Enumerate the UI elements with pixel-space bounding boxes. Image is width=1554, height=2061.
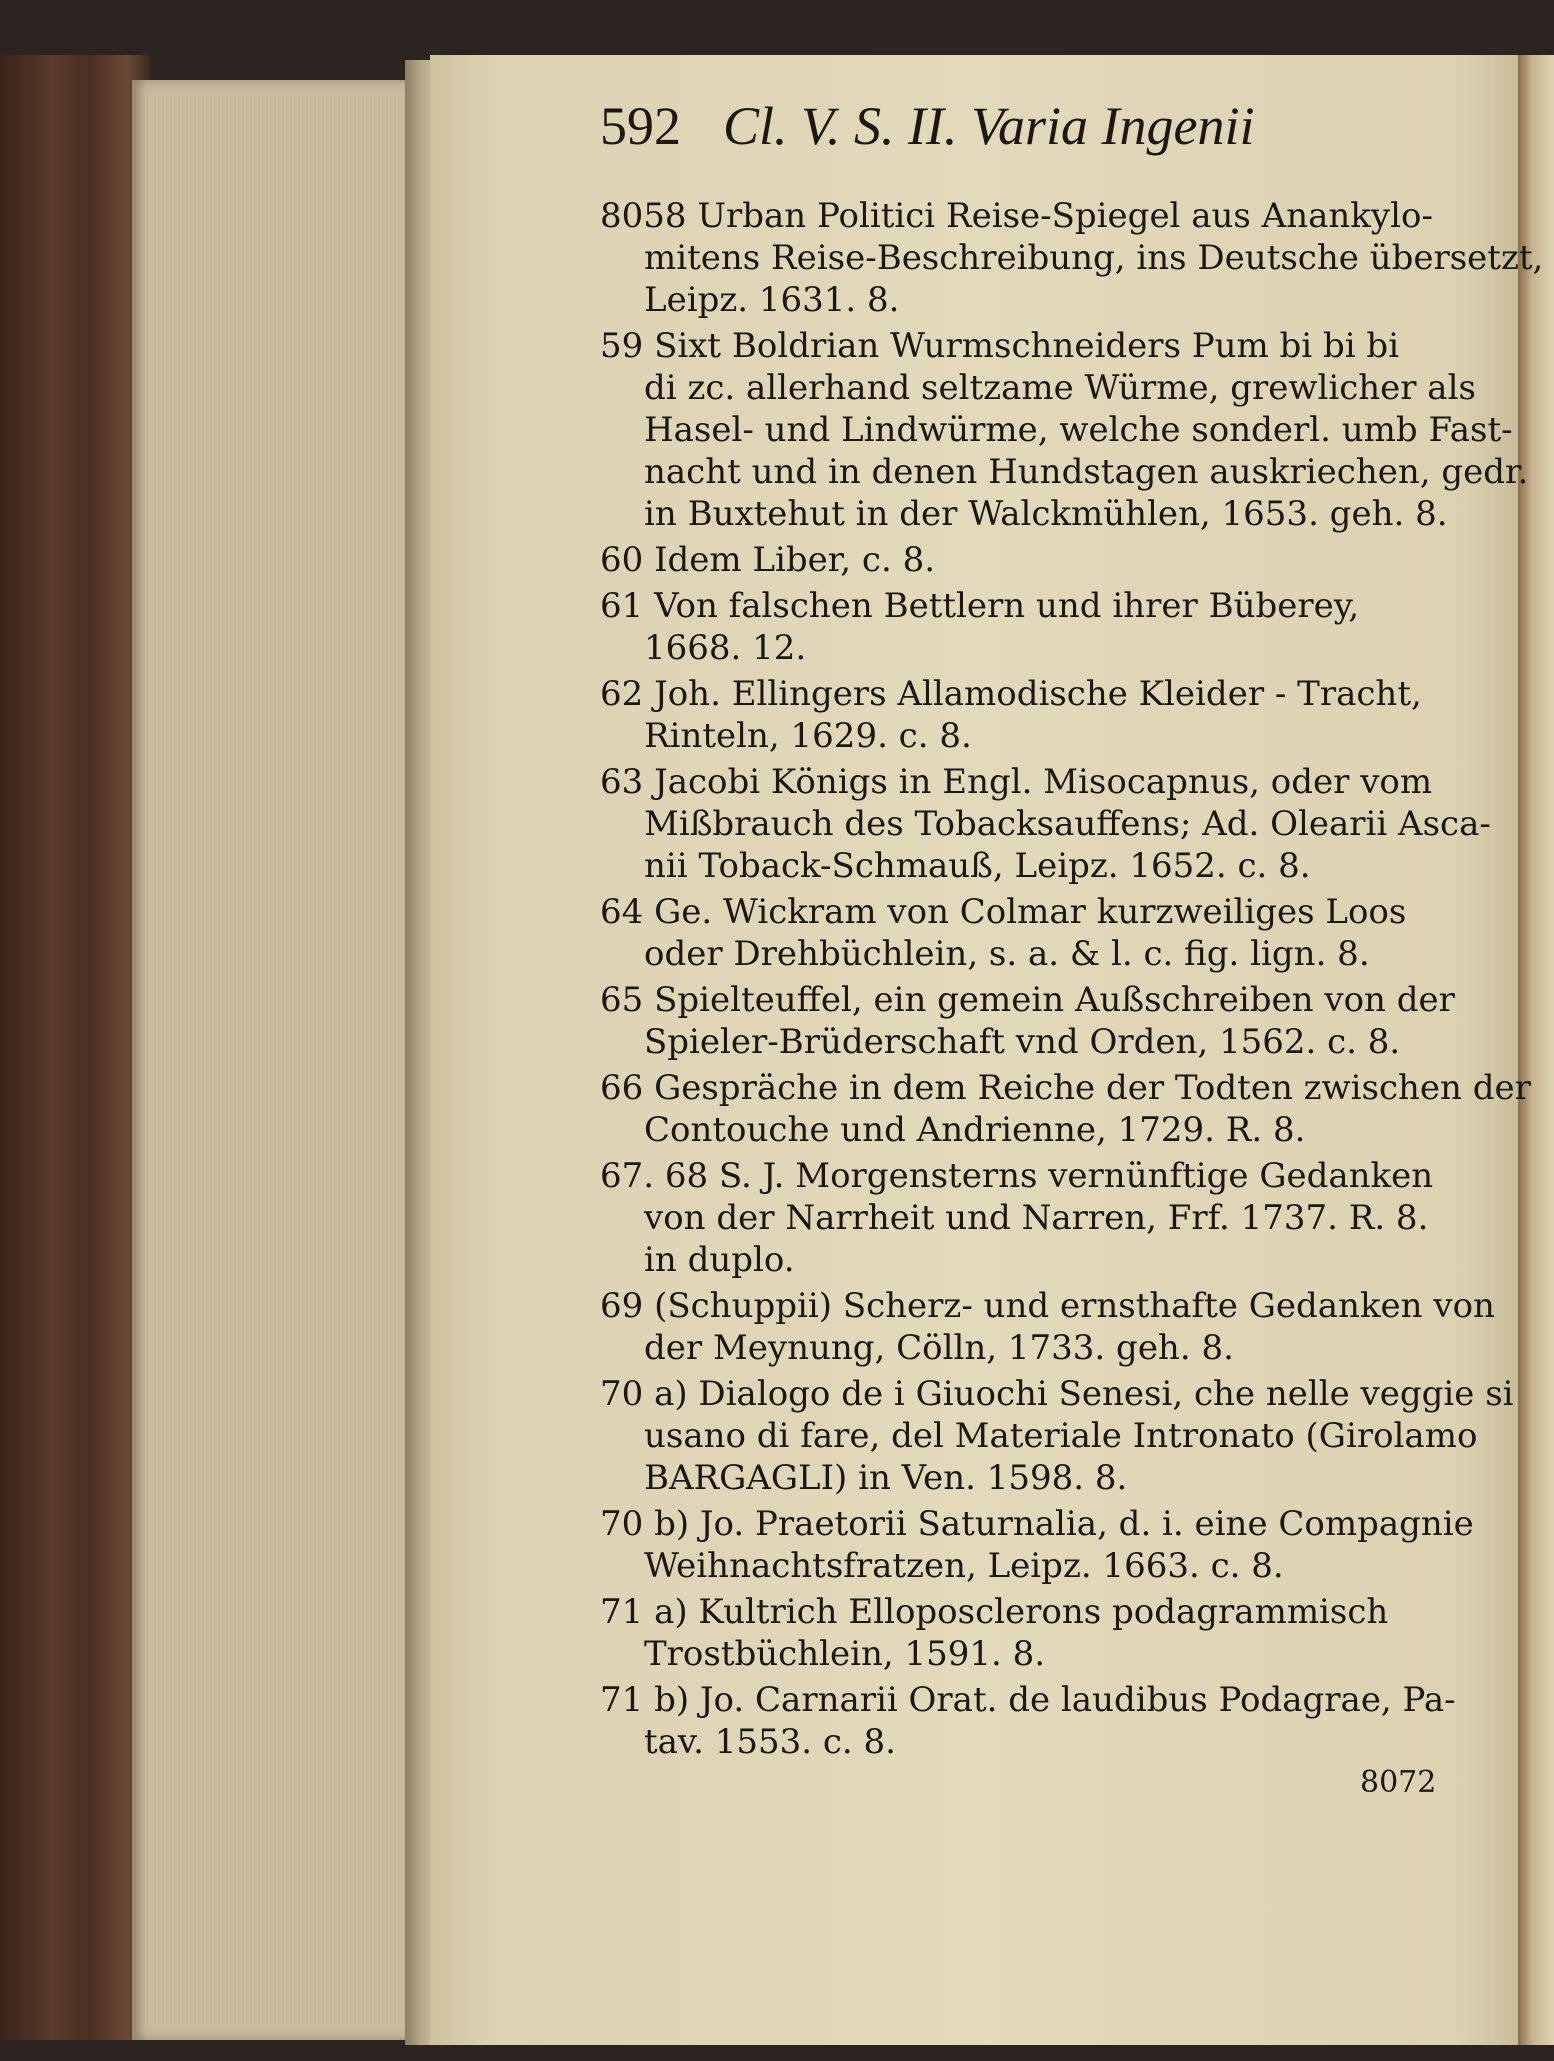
entry-line	[600, 409, 1513, 451]
entry-number: 71 a)	[600, 1592, 688, 1632]
entry-line	[600, 845, 1450, 887]
catalog-entry	[600, 1591, 1450, 1675]
entry-text: usano di fare, del Materiale Intronato (Girolamo	[644, 1416, 1478, 1456]
entry-line	[600, 1545, 1450, 1587]
entry-text: Jacobi Königs in Engl. Misocapnus, oder vom	[654, 762, 1433, 802]
entry-number: 59	[600, 326, 644, 366]
page-header	[600, 95, 1450, 177]
entry-line	[600, 451, 1529, 493]
entry-text: Hasel- und Lindwürme, welche sonderl. umb Fast-	[644, 410, 1513, 450]
entry-text: Spieler-Brüderschaft vnd Orden, 1562. c. 8.	[644, 1022, 1401, 1062]
entry-text: Von falschen Bettlern und ihrer Büberey,	[654, 586, 1360, 626]
entry-text: oder Drehbüchlein, s. a. & l. c. fig. lign. 8.	[644, 934, 1370, 974]
entry-number: 70 a)	[600, 1374, 688, 1414]
catalog-entry	[600, 1155, 1450, 1281]
running-title: Cl. V. S. II. Varia Ingenii	[723, 96, 1255, 156]
entry-text: Kultrich Elloposclerons podagrammisch	[698, 1592, 1389, 1632]
entry-line	[600, 715, 1450, 757]
entry-text: Rinteln, 1629. c. 8.	[644, 716, 972, 756]
catalog-entry	[600, 325, 1529, 535]
entry-number: 62	[600, 674, 644, 714]
entry-line	[600, 1197, 1450, 1239]
catchword: 8072	[1360, 1765, 1437, 1800]
entry-line	[600, 585, 1450, 627]
entry-line	[600, 1239, 1450, 1281]
entry-text: nacht und in denen Hundstagen auskriechen, gedr.	[644, 452, 1529, 492]
entry-text: Gespräche in dem Reiche der Todten zwischen der	[654, 1068, 1531, 1108]
catalog-entry	[600, 673, 1450, 757]
entry-number: 71 b)	[600, 1680, 690, 1720]
next-page-edge	[1518, 55, 1554, 2045]
catalog-entry	[600, 1679, 1456, 1763]
entry-text: Urban Politici Reise-Spiegel aus Anankylo-	[697, 196, 1433, 236]
entry-line	[600, 1327, 1450, 1369]
entry-line	[600, 1067, 1531, 1109]
entry-text: Weihnachtsfratzen, Leipz. 1663. c. 8.	[644, 1546, 1284, 1586]
book-cover-left	[0, 55, 150, 2040]
entry-text: Mißbrauch des Tobacksauffens; Ad. Olearii Asca-	[644, 804, 1491, 844]
entry-text: Spielteuffel, ein gemein Außschreiben von der	[654, 980, 1455, 1020]
entry-number: 8058	[600, 196, 687, 236]
entry-line	[600, 1633, 1450, 1675]
entry-line	[600, 891, 1450, 933]
entry-text: Sixt Boldrian Wurmschneiders Pum bi bi bi	[654, 326, 1400, 366]
catalog-entry	[600, 891, 1450, 975]
catalog-entry	[600, 195, 1544, 321]
entry-number: 61	[600, 586, 644, 626]
entry-text: Joh. Ellingers Allamodische Kleider - Tracht,	[654, 674, 1422, 714]
entry-number: 63	[600, 762, 644, 802]
entry-text: Trostbüchlein, 1591. 8.	[644, 1634, 1046, 1674]
entry-line	[600, 195, 1450, 237]
catalog-entry	[600, 1373, 1514, 1499]
catalog-entry	[600, 761, 1491, 887]
entry-text: der Meynung, Cölln, 1733. geh. 8.	[644, 1328, 1234, 1368]
catalog-entry	[600, 539, 1450, 581]
entry-line	[600, 1155, 1450, 1197]
entry-line	[600, 1415, 1478, 1457]
entry-line	[600, 1109, 1450, 1151]
entry-line	[600, 1021, 1450, 1063]
entry-line	[600, 493, 1450, 535]
entry-line	[600, 1591, 1450, 1633]
catalog-entries	[600, 195, 1544, 1763]
entry-line	[600, 1373, 1514, 1415]
entry-number: 65	[600, 980, 644, 1020]
entry-text: Jo. Carnarii Orat. de laudibus Podagrae, Pa-	[699, 1680, 1456, 1720]
entry-line	[600, 237, 1544, 279]
entry-text: 1668. 12.	[644, 628, 807, 668]
entry-line	[600, 979, 1455, 1021]
entry-text: di zc. allerhand seltzame Würme, grewlicher als	[644, 368, 1476, 408]
entry-text: Contouche und Andrienne, 1729. R. 8.	[644, 1110, 1306, 1150]
entry-number: 69	[600, 1286, 644, 1326]
entry-line	[600, 803, 1491, 845]
entry-line	[600, 673, 1450, 715]
entry-line	[600, 627, 1450, 669]
catalog-entry	[600, 1067, 1531, 1151]
entry-text: mitens Reise-Beschreibung, ins Deutsche übersetzt,	[644, 238, 1544, 278]
page-edges	[132, 80, 414, 2040]
entry-line	[600, 1285, 1495, 1327]
entry-number: 64	[600, 892, 644, 932]
entry-text: tav. 1553. c. 8.	[644, 1722, 896, 1762]
entry-text: Leipz. 1631. 8.	[644, 280, 900, 320]
entry-text: Idem Liber, c. 8.	[654, 540, 936, 580]
page-number: 592	[600, 96, 681, 156]
entry-line	[600, 1457, 1450, 1499]
entry-text: von der Narrheit und Narren, Frf. 1737. R. 8.	[644, 1198, 1429, 1238]
entry-line	[600, 933, 1450, 975]
entry-number: 67. 68	[600, 1156, 709, 1196]
entry-line	[600, 1679, 1456, 1721]
entry-line	[600, 325, 1450, 367]
entry-line	[600, 539, 1450, 581]
catalog-entry	[600, 1503, 1474, 1587]
page-text	[600, 95, 1544, 1767]
entry-number: 70 b)	[600, 1504, 690, 1544]
entry-number: 60	[600, 540, 644, 580]
entry-text: BARGAGLI) in Ven. 1598. 8.	[644, 1458, 1128, 1498]
entry-text: in duplo.	[644, 1240, 795, 1280]
entry-text: (Schuppii) Scherz- und ernsthafte Gedanken von	[654, 1286, 1495, 1326]
entry-text: in Buxtehut in der Walckmühlen, 1653. geh. 8.	[644, 494, 1448, 534]
entry-line	[600, 279, 1450, 321]
catalog-entry	[600, 979, 1455, 1063]
entry-line	[600, 1721, 1450, 1763]
catalog-entry	[600, 1285, 1495, 1369]
entry-text: S. J. Morgensterns vernünftige Gedanken	[718, 1156, 1434, 1196]
entry-number: 66	[600, 1068, 644, 1108]
catalog-entry	[600, 585, 1450, 669]
entry-text: nii Toback-Schmauß, Leipz. 1652. c. 8.	[644, 846, 1311, 886]
entry-line	[600, 761, 1450, 803]
entry-text: Jo. Praetorii Saturnalia, d. i. eine Compagnie	[699, 1504, 1474, 1544]
entry-line	[600, 367, 1476, 409]
entry-line	[600, 1503, 1474, 1545]
entry-text: Ge. Wickram von Colmar kurzweiliges Loos	[654, 892, 1407, 932]
entry-text: Dialogo de i Giuochi Senesi, che nelle veggie si	[698, 1374, 1514, 1414]
